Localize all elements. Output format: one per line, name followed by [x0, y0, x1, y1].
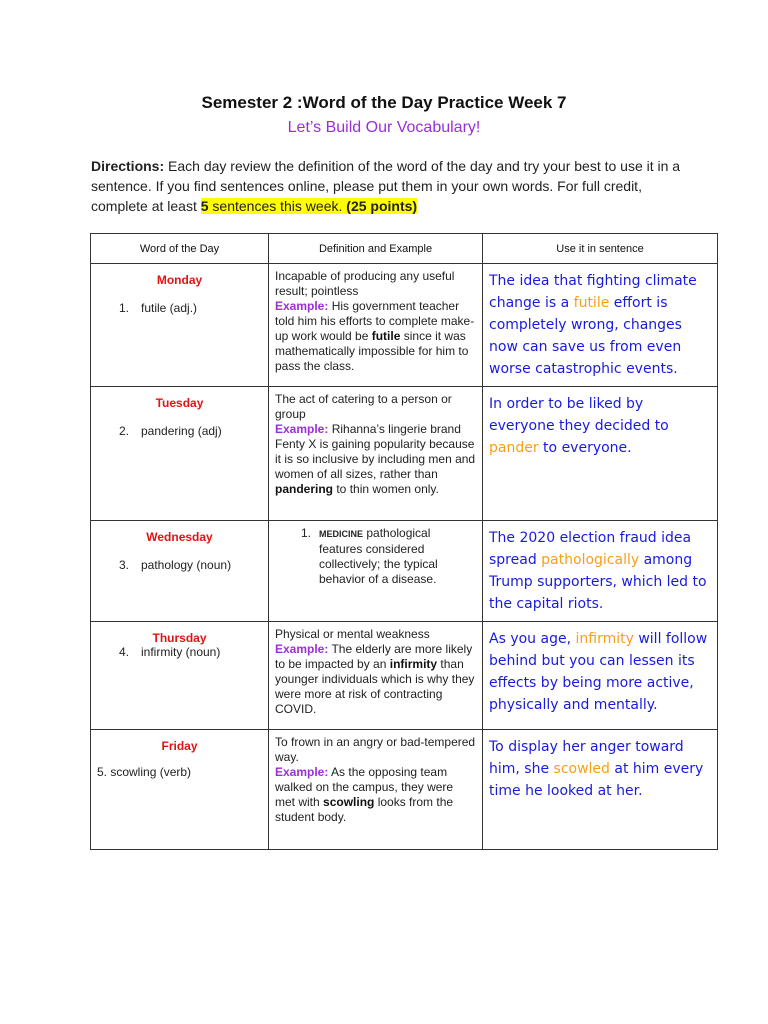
example-keyword: scowling	[323, 795, 375, 809]
header-definition: Definition and Example	[269, 234, 483, 264]
word-entry: 5. scowling (verb)	[97, 765, 192, 779]
sentence-keyword: pander	[489, 440, 539, 456]
word-text: infirmity (noun)	[141, 645, 221, 659]
word-entry	[91, 558, 268, 572]
definition-cell	[269, 521, 483, 622]
table-row	[91, 521, 718, 622]
sentence-text: The 2020 election fraud idea spread	[489, 530, 692, 568]
sentence-text-end: effort is completely wrong, changes now can save us from even worse catastrophic events.	[489, 295, 682, 377]
day-cell	[91, 730, 269, 850]
example-text: The elderly are more likely to be impacted by an	[275, 642, 473, 671]
sentence-keyword: infirmity	[575, 631, 634, 647]
list-number: 1.	[301, 526, 312, 540]
example-text: As the opposing team walked on the campus, they were met with	[275, 765, 454, 809]
directions-points: (25 points)	[342, 198, 418, 214]
header-use-in-sentence: Use it in sentence	[483, 234, 718, 264]
sentence-cell	[483, 264, 718, 387]
definition-cell	[269, 730, 483, 850]
day-name: Monday	[156, 273, 203, 287]
day-name: Wednesday	[146, 530, 213, 544]
directions-count: 5	[200, 198, 209, 214]
directions-text: Each day review the definition of the word of the day and try your best to use it in a sentence. If you find sentences online, please put them in your own words. For full credit, complete at least	[91, 158, 681, 214]
table-row	[91, 730, 718, 850]
definition-text: Incapable of producing any useful result; pointless	[275, 269, 455, 298]
definition-text: pathological features considered collectively; the typical behavior of a disease.	[319, 526, 438, 586]
sentence-text: The idea that fighting climate change is a	[489, 273, 697, 311]
example-text: Rihanna’s lingerie brand Fenty X is gaining popularity because it is so inclusive by including men and women of all sizes, rather than	[275, 422, 476, 481]
page-subtitle: Let’s Build Our Vocabulary!	[287, 119, 481, 136]
example-text-end: to thin women only.	[333, 482, 439, 496]
table-row	[91, 264, 718, 387]
example-text: His government teacher told him his efforts to complete make-up work would be	[275, 299, 475, 343]
sentence-cell	[483, 521, 718, 622]
sentence-cell	[483, 622, 718, 730]
definition-list-item	[275, 526, 476, 587]
word-number: 4.	[119, 645, 130, 659]
example-label: Example:	[275, 422, 329, 436]
word-entry	[91, 645, 268, 659]
definition-cell	[269, 622, 483, 730]
word-text: pathology (noun)	[141, 558, 232, 572]
day-cell	[91, 622, 269, 730]
example-keyword: futile	[371, 329, 401, 343]
sentence-text: To display her anger toward him, she	[489, 739, 684, 777]
day-cell	[91, 387, 269, 521]
example-label: Example:	[275, 642, 329, 656]
directions-paragraph	[91, 156, 691, 216]
example-keyword: infirmity	[389, 657, 438, 671]
definition-text: To frown in an angry or bad-tempered way.	[275, 735, 476, 764]
day-name: Thursday	[152, 631, 207, 645]
table-row	[91, 387, 718, 521]
day-name: Tuesday	[155, 396, 204, 410]
example-text-end: than younger individuals which is why they were more at risk of contracting COVID.	[275, 657, 475, 716]
directions-text-highlight: sentences this week.	[208, 198, 343, 214]
word-text: pandering (adj)	[141, 424, 222, 438]
sentence-text-end: will follow behind but you can lessen its effects by being more active, physically and mentally.	[489, 631, 708, 713]
sentence-keyword: futile	[573, 295, 610, 311]
sentence-cell	[483, 387, 718, 521]
definition-cell	[269, 264, 483, 387]
word-number: 2.	[119, 424, 130, 438]
day-name: Friday	[161, 739, 198, 753]
definition-text: The act of catering to a person or group	[275, 392, 452, 421]
sentence-keyword: pathologically	[541, 552, 640, 568]
day-cell	[91, 521, 269, 622]
word-text: futile (adj.)	[141, 301, 198, 315]
example-keyword: pandering	[275, 482, 334, 496]
word-number: 3.	[119, 558, 130, 572]
table-row	[91, 622, 718, 730]
word-entry	[91, 301, 268, 315]
example-text-end: looks from the student body.	[275, 795, 454, 824]
sentence-text: In order to be liked by everyone they decided to	[489, 396, 669, 434]
day-cell	[91, 264, 269, 387]
word-number: 1.	[119, 301, 130, 315]
table-header-row	[91, 234, 718, 264]
word-entry	[91, 424, 268, 438]
example-text-end: since it was mathematically impossible for him to pass the class.	[275, 329, 469, 373]
definition-text: Physical or mental weakness	[275, 627, 430, 641]
sentence-text: As you age,	[489, 631, 576, 647]
header-word-of-the-day: Word of the Day	[91, 234, 269, 264]
page-title: Semester 2 :Word of the Day Practice Week 7	[201, 93, 567, 112]
example-label: Example:	[275, 765, 329, 779]
example-label: Example:	[275, 299, 329, 313]
sentence-keyword: scowled	[553, 761, 610, 777]
sentence-text-end: to everyone.	[538, 440, 632, 456]
sentence-cell	[483, 730, 718, 850]
definition-cell	[269, 387, 483, 521]
directions-label: Directions:	[91, 158, 165, 174]
word-of-the-day-table	[90, 233, 718, 850]
sentence-text-end: among Trump supporters, which led to the capital riots.	[489, 552, 707, 612]
medicine-tag: MEDICINE	[319, 529, 364, 539]
sentence-text-end: at him every time he looked at her.	[489, 761, 704, 799]
